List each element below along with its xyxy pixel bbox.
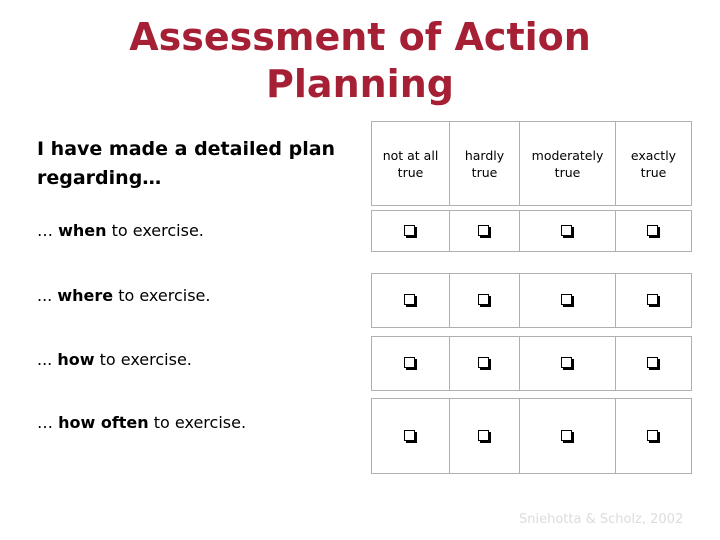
answer-cell[interactable] — [449, 336, 520, 391]
answer-cell[interactable] — [449, 398, 520, 474]
column-header-hardly — [449, 121, 520, 206]
answer-cell[interactable] — [371, 210, 450, 252]
answer-cell[interactable] — [615, 273, 692, 328]
column-header-label: true — [471, 164, 498, 180]
question-row-where — [37, 286, 210, 305]
column-header-label: true — [554, 164, 581, 180]
source-credit: Sniehotta & Scholz, 2002 — [519, 512, 684, 527]
question-keyword: how — [57, 350, 95, 369]
checkbox[interactable] — [561, 225, 572, 236]
checkbox[interactable] — [478, 225, 489, 236]
slide-title — [0, 14, 720, 108]
header-question — [37, 135, 335, 193]
question-suffix: to exercise. — [106, 221, 204, 240]
answer-cell[interactable] — [519, 398, 616, 474]
column-header-exactly — [615, 121, 692, 206]
answer-cell[interactable] — [519, 210, 616, 252]
checkbox[interactable] — [647, 225, 658, 236]
column-header-label: exactly — [630, 147, 677, 163]
checkbox[interactable] — [561, 357, 572, 368]
checkbox[interactable] — [647, 430, 658, 441]
checkbox[interactable] — [561, 294, 572, 305]
column-header-label: moderately — [531, 147, 604, 163]
column-header-not-at-all — [371, 121, 450, 206]
question-prefix: ... — [37, 286, 58, 305]
question-row-how — [37, 350, 192, 369]
column-header-label: hardly — [464, 147, 505, 163]
answer-cell[interactable] — [371, 273, 450, 328]
question-suffix: to exercise. — [113, 286, 211, 305]
question-keyword: when — [58, 221, 107, 240]
checkbox[interactable] — [404, 430, 415, 441]
answer-cell[interactable] — [615, 336, 692, 391]
title-line-1: Assessment of Action — [129, 15, 591, 59]
question-row-how-often — [37, 413, 246, 432]
checkbox[interactable] — [478, 294, 489, 305]
answer-cell[interactable] — [449, 273, 520, 328]
question-prefix: … — [37, 221, 59, 240]
title-line-2: Planning — [266, 62, 454, 106]
checkbox[interactable] — [404, 225, 415, 236]
answer-cell[interactable] — [615, 210, 692, 252]
checkbox[interactable] — [478, 430, 489, 441]
question-keyword: how often — [58, 413, 149, 432]
checkbox[interactable] — [647, 294, 658, 305]
checkbox[interactable] — [561, 430, 572, 441]
question-prefix: ... — [37, 350, 58, 369]
answer-cell[interactable] — [371, 398, 450, 474]
answer-cell[interactable] — [371, 336, 450, 391]
checkbox[interactable] — [404, 357, 415, 368]
checkbox[interactable] — [478, 357, 489, 368]
answer-cell[interactable] — [615, 398, 692, 474]
column-header-moderately — [519, 121, 616, 206]
header-question-line-1: I have made a detailed plan — [37, 138, 336, 160]
checkbox[interactable] — [404, 294, 415, 305]
question-row-when — [37, 221, 204, 240]
answer-cell[interactable] — [519, 336, 616, 391]
answer-cell[interactable] — [449, 210, 520, 252]
question-prefix: … — [37, 413, 59, 432]
header-question-line-2: regarding… — [37, 167, 162, 189]
column-header-label: not at all — [382, 147, 439, 163]
column-header-label: true — [397, 164, 424, 180]
question-keyword: where — [57, 286, 114, 305]
answer-cell[interactable] — [519, 273, 616, 328]
checkbox[interactable] — [647, 357, 658, 368]
column-header-label: true — [640, 164, 667, 180]
question-suffix: to exercise. — [94, 350, 192, 369]
question-suffix: to exercise. — [148, 413, 247, 432]
